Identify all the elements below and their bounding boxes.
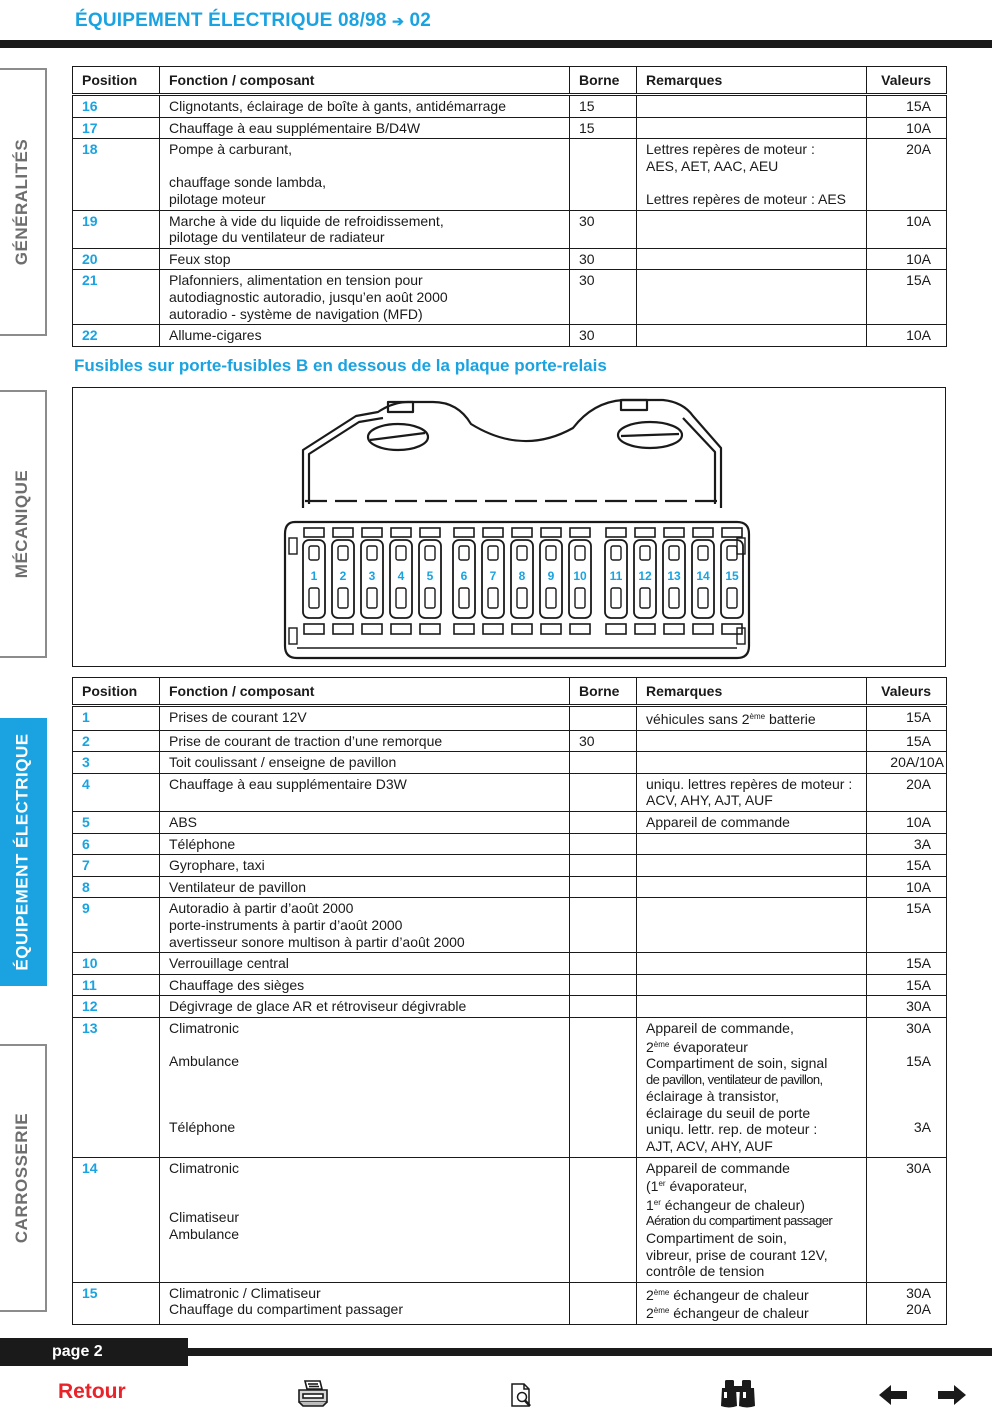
col-header-remarques: Remarques	[637, 678, 867, 706]
cell-valeurs: 10A	[867, 117, 947, 139]
fuse-number-label: 2	[339, 569, 347, 583]
fuse-blade	[698, 588, 708, 608]
fuse-top-terminal	[722, 528, 742, 537]
section-title: Fusibles sur porte-fusibles B en dessous de la plaque porte-relais	[74, 356, 607, 375]
cell-remarques	[637, 706, 867, 731]
cell-borne: 30	[570, 270, 637, 325]
remark-line: Compartiment de soin, signal	[646, 1055, 828, 1072]
cell-remarques	[637, 855, 867, 877]
cell-remarques	[637, 833, 867, 855]
cell-borne	[570, 974, 637, 996]
fuse-block-clip	[289, 628, 297, 644]
cell-fonction: Climatronic / Climatiseur Chauffage du compartiment passager	[160, 1282, 570, 1324]
cell-valeurs: 10A	[867, 811, 947, 833]
cell-remarques	[637, 752, 867, 774]
fuse-blade	[517, 588, 527, 608]
fuse-table-a	[72, 66, 947, 347]
fuse-bottom-terminal	[304, 624, 324, 634]
fuse-blade	[727, 546, 737, 560]
cell-remarques	[637, 325, 867, 347]
table-header-row	[73, 678, 947, 706]
cell-borne: 30	[570, 325, 637, 347]
search-button[interactable]	[718, 1378, 758, 1410]
cell-fonction: Prise de courant de traction d’une remorque	[160, 730, 570, 752]
cell-position: 10	[73, 953, 160, 975]
cell-remarques	[637, 730, 867, 752]
cell-valeurs: 15A	[867, 95, 947, 118]
fuse-bottom-terminal	[483, 624, 503, 634]
cell-borne: 30	[570, 730, 637, 752]
remark-text: batterie	[765, 711, 816, 727]
fuse-blade	[396, 588, 406, 608]
fuse-number-label: 1	[310, 569, 318, 583]
cell-fonction: Allume-cigares	[160, 325, 570, 347]
fuse-bottom-terminal	[693, 624, 713, 634]
cell-borne	[570, 139, 637, 210]
sidebar-tab-label: GÉNÉRALITÉS	[12, 138, 32, 266]
cell-fonction: ABS	[160, 811, 570, 833]
cell-borne	[570, 1017, 637, 1157]
cell-fonction: Dégivrage de glace AR et rétroviseur dégivrable	[160, 996, 570, 1018]
cell-valeurs: 15A	[867, 974, 947, 996]
cell-remarques	[637, 996, 867, 1018]
col-header-borne: Borne	[570, 67, 637, 95]
fuse-blade	[338, 546, 348, 560]
col-header-fonction: Fonction / composant	[160, 678, 570, 706]
cell-borne	[570, 773, 637, 811]
cell-remarques	[637, 1157, 867, 1282]
table-row	[73, 833, 947, 855]
cell-valeurs: 15A	[867, 898, 947, 953]
cell-fonction: Chauffage des sièges	[160, 974, 570, 996]
fuse-block-clip	[289, 538, 297, 554]
remark-line: Compartiment de soin,	[646, 1230, 787, 1247]
table-row	[73, 325, 947, 347]
fuse-blade	[367, 546, 377, 560]
fuse-blade	[396, 546, 406, 560]
table-header-row	[73, 67, 947, 95]
arrow-right-small-icon: ➔	[392, 13, 405, 29]
table-row	[73, 974, 947, 996]
fuse-blade	[546, 588, 556, 608]
table-row	[73, 706, 947, 731]
table-row	[73, 95, 947, 118]
remark-text: 2	[646, 1038, 654, 1055]
cell-borne: 15	[570, 95, 637, 118]
table-row	[73, 730, 947, 752]
cell-remarques	[637, 876, 867, 898]
table-row	[73, 773, 947, 811]
table-row	[73, 270, 947, 325]
fuse-blade	[425, 588, 435, 608]
fuse-blade	[488, 546, 498, 560]
remark-superscript: ème	[653, 1306, 670, 1316]
fuse-top-terminal	[606, 528, 626, 537]
cell-position: 5	[73, 811, 160, 833]
remark-superscript: ème	[749, 712, 766, 721]
remark-superscript: ème	[653, 1287, 670, 1297]
fuse-top-terminal	[693, 528, 713, 537]
cell-valeurs: 30A	[867, 996, 947, 1018]
fuse-top-terminal	[635, 528, 655, 537]
remark-line: Aération du compartiment passager	[646, 1213, 833, 1229]
cell-fonction: Ventilateur de pavillon	[160, 876, 570, 898]
col-header-remarques: Remarques	[637, 67, 867, 95]
cell-borne	[570, 752, 637, 774]
cell-valeurs: 10A	[867, 876, 947, 898]
fuse-bottom-terminal	[664, 624, 684, 634]
remark-line: Appareil de commande	[646, 1159, 790, 1176]
cell-borne	[570, 898, 637, 953]
cell-position: 22	[73, 325, 160, 347]
fuse-number-label: 7	[489, 569, 497, 583]
fuse-table-b	[72, 677, 947, 1325]
fuse-top-terminal	[333, 528, 353, 537]
cell-position: 4	[73, 773, 160, 811]
cell-position: 17	[73, 117, 160, 139]
fuse-number-label: 9	[547, 569, 555, 583]
cell-position: 18	[73, 139, 160, 210]
cell-position: 1	[73, 706, 160, 731]
remark-line	[646, 1176, 864, 1195]
print-button[interactable]	[296, 1378, 330, 1408]
fuse-top-terminal	[420, 528, 440, 537]
cell-borne	[570, 953, 637, 975]
cell-valeurs: 3A	[867, 833, 947, 855]
cell-position: 3	[73, 752, 160, 774]
remark-line: de pavillon, ventilateur de pavillon,	[646, 1071, 823, 1087]
remark-line	[646, 1195, 864, 1214]
fuse-top-terminal	[362, 528, 382, 537]
cell-position: 12	[73, 996, 160, 1018]
remark-superscript: er	[653, 1197, 661, 1207]
table-row	[73, 248, 947, 270]
fuse-blade	[309, 588, 319, 608]
fuse-blade	[575, 588, 585, 608]
remark-text: 1	[646, 1196, 654, 1213]
arrow-left-icon	[878, 1384, 908, 1406]
fuse-bottom-terminal	[722, 624, 742, 634]
cell-borne: 30	[570, 210, 637, 248]
fuse-holder-diagram	[72, 387, 946, 667]
binoculars-icon	[718, 1378, 758, 1410]
fuse-blade	[546, 546, 556, 560]
sidebar-tab-label: ÉQUIPEMENT ÉLECTRIQUE	[12, 733, 32, 971]
fuse-number-label: 4	[397, 569, 405, 583]
cell-remarques	[637, 117, 867, 139]
cell-valeurs: 10A	[867, 248, 947, 270]
fuse-number-label: 6	[460, 569, 468, 583]
cell-remarques: Lettres repères de moteur : AES, AET, AAC, AEU Lettres repères de moteur : AES	[637, 139, 867, 210]
fuse-blade	[611, 588, 621, 608]
cell-valeurs: 30A	[867, 1157, 947, 1282]
fuse-blade	[338, 588, 348, 608]
fuse-blade	[517, 546, 527, 560]
cell-valeurs: 15A	[867, 730, 947, 752]
fuse-number-label: 15	[725, 569, 739, 583]
fuse-number-label: 12	[638, 569, 652, 583]
cell-position: 2	[73, 730, 160, 752]
cell-fonction: Téléphone	[160, 833, 570, 855]
col-header-position: Position	[73, 678, 160, 706]
fuse-block-clip	[737, 628, 745, 644]
cell-remarques: uniqu. lettres repères de moteur : ACV, AHY, AJT, AUF	[637, 773, 867, 811]
fuse-top-terminal	[512, 528, 532, 537]
cell-remarques	[637, 898, 867, 953]
page-number-tab: page 2	[0, 1338, 188, 1366]
cell-valeurs: 30A 20A	[867, 1282, 947, 1324]
fuse-bottom-terminal	[606, 624, 626, 634]
remark-text: 2	[646, 1305, 654, 1322]
cell-fonction: Clignotants, éclairage de boîte à gants, antidémarrage	[160, 95, 570, 118]
remark-superscript: ème	[653, 1039, 670, 1049]
fuse-bottom-terminal	[420, 624, 440, 634]
cell-remarques	[637, 1017, 867, 1157]
sidebar-tab-label: MÉCANIQUE	[12, 469, 32, 579]
cell-position: 16	[73, 95, 160, 118]
fuse-bottom-terminal	[391, 624, 411, 634]
printer-icon	[296, 1378, 330, 1408]
cell-position: 21	[73, 270, 160, 325]
fuse-bottom-terminal	[570, 624, 590, 634]
arrow-right-icon	[937, 1384, 967, 1406]
table-row	[73, 139, 947, 210]
fuse-top-terminal	[454, 528, 474, 537]
fuse-top-terminal	[541, 528, 561, 537]
page-title-year: 02	[409, 10, 432, 31]
cell-valeurs: 20A/10A	[867, 752, 947, 774]
cell-fonction: Marche à vide du liquide de refroidissement, pilotage du ventilateur de radiateur	[160, 210, 570, 248]
cell-valeurs: 20A	[867, 773, 947, 811]
fuse-number-label: 5	[426, 569, 434, 583]
remark-text: échangeur de chaleur	[669, 1305, 809, 1322]
cell-valeurs: 15A	[867, 706, 947, 731]
cell-valeurs: 30A 15A 3A	[867, 1017, 947, 1157]
remark-superscript: er	[658, 1179, 666, 1189]
cell-fonction: Climatronic Ambulance Téléphone	[160, 1017, 570, 1157]
table-row	[73, 210, 947, 248]
sidebar-tab-equipement-electrique[interactable]	[0, 718, 47, 986]
fuse-top-terminal	[664, 528, 684, 537]
table-row	[73, 752, 947, 774]
fuse-bottom-terminal	[454, 624, 474, 634]
fuse-number-label: 14	[696, 569, 710, 583]
zoom-page-button[interactable]	[508, 1382, 536, 1410]
fuse-top-terminal	[304, 528, 324, 537]
zoom-page-icon	[508, 1382, 536, 1410]
fuse-number-label: 10	[573, 569, 587, 583]
table-row	[73, 1017, 947, 1157]
cell-fonction: Plafonniers, alimentation en tension pour autodiagnostic autoradio, jusqu’en août 2000 autoradio - système de navigation (MFD)	[160, 270, 570, 325]
remark-line: uniqu. lettr. rep. de moteur :	[646, 1121, 818, 1138]
fuse-number-label: 3	[368, 569, 376, 583]
remark-text: véhicules sans 2	[646, 711, 750, 727]
cell-position: 6	[73, 833, 160, 855]
sidebar-tab-generalites[interactable]	[0, 68, 47, 336]
fuse-number-label: 11	[609, 569, 623, 583]
header-rule	[0, 40, 992, 48]
fuse-blade	[488, 588, 498, 608]
col-header-position: Position	[73, 67, 160, 95]
remark-line	[646, 1037, 864, 1056]
col-header-fonction: Fonction / composant	[160, 67, 570, 95]
remark-text: échangeur de chaleur)	[660, 1196, 805, 1213]
cell-valeurs: 20A	[867, 139, 947, 210]
cell-remarques	[637, 974, 867, 996]
cell-position: 8	[73, 876, 160, 898]
fuse-blade	[669, 588, 679, 608]
cell-remarques: Appareil de commande	[637, 811, 867, 833]
cell-borne	[570, 833, 637, 855]
cell-remarques	[637, 248, 867, 270]
fuse-blade	[727, 588, 737, 608]
cell-valeurs: 15A	[867, 855, 947, 877]
cell-fonction: Feux stop	[160, 248, 570, 270]
cell-fonction: Chauffage à eau supplémentaire D3W	[160, 773, 570, 811]
cell-position: 13	[73, 1017, 160, 1157]
cell-borne	[570, 996, 637, 1018]
remark-line: vibreur, prise de courant 12V,	[646, 1246, 828, 1263]
table-row	[73, 811, 947, 833]
sidebar-tab-mecanique[interactable]	[0, 390, 47, 658]
fuse-blade	[459, 546, 469, 560]
cell-remarques	[637, 1282, 867, 1324]
remark-line	[646, 1285, 857, 1304]
fuse-blade	[611, 546, 621, 560]
remark-line: éclairage à transistor,	[646, 1088, 780, 1105]
fuse-top-terminal	[570, 528, 590, 537]
fuse-blade	[640, 588, 650, 608]
table-row	[73, 1157, 947, 1282]
cell-valeurs: 15A	[867, 270, 947, 325]
remark-text: 2	[646, 1286, 654, 1303]
sidebar-tab-label: CARROSSERIE	[12, 1112, 32, 1244]
remark-line: AJT, ACV, AHY, AUF	[646, 1138, 773, 1155]
cell-borne	[570, 706, 637, 731]
remark-line: Appareil de commande,	[646, 1019, 794, 1036]
cell-borne	[570, 1282, 637, 1324]
fuse-bottom-terminal	[635, 624, 655, 634]
fuse-bottom-terminal	[362, 624, 382, 634]
fuse-blade	[459, 588, 469, 608]
cell-position: 14	[73, 1157, 160, 1282]
cell-fonction: Pompe à carburant, chauffage sonde lambda, pilotage moteur	[160, 139, 570, 210]
cell-borne	[570, 876, 637, 898]
fuse-number-label: 13	[667, 569, 681, 583]
page-title-text: ÉQUIPEMENT ÉLECTRIQUE 08/98	[75, 10, 387, 31]
fuse-blade	[640, 546, 650, 560]
table-row	[73, 855, 947, 877]
fuse-blade	[698, 546, 708, 560]
cell-valeurs: 10A	[867, 210, 947, 248]
cell-borne	[570, 855, 637, 877]
cell-remarques	[637, 95, 867, 118]
cell-fonction: Verrouillage central	[160, 953, 570, 975]
table-row	[73, 996, 947, 1018]
cell-remarques	[637, 210, 867, 248]
fuse-blade	[575, 546, 585, 560]
cell-remarques	[637, 953, 867, 975]
fuse-blade	[309, 546, 319, 560]
cell-position: 11	[73, 974, 160, 996]
cell-fonction: Prises de courant 12V	[160, 706, 570, 731]
fuse-holder-drawing	[73, 388, 944, 665]
cell-fonction: Toit coulissant / enseigne de pavillon	[160, 752, 570, 774]
cell-position: 19	[73, 210, 160, 248]
cell-position: 9	[73, 898, 160, 953]
fuse-top-terminal	[483, 528, 503, 537]
cell-valeurs: 10A	[867, 325, 947, 347]
sidebar-tab-carrosserie[interactable]	[0, 1044, 47, 1312]
remark-line: contrôle de tension	[646, 1263, 765, 1280]
fuse-blade	[367, 588, 377, 608]
page-title	[75, 10, 431, 32]
remark-text: évaporateur,	[665, 1178, 748, 1195]
fuse-top-terminal	[391, 528, 411, 537]
retour-button[interactable]: Retour	[58, 1380, 126, 1403]
fuse-number-label: 8	[518, 569, 526, 583]
cell-position: 20	[73, 248, 160, 270]
cell-fonction: Gyrophare, taxi	[160, 855, 570, 877]
cell-fonction: Chauffage à eau supplémentaire B/D4W	[160, 117, 570, 139]
remark-text: (1	[646, 1178, 659, 1195]
table-row	[73, 953, 947, 975]
table-row	[73, 1282, 947, 1324]
cell-borne: 30	[570, 248, 637, 270]
remark-line	[646, 1303, 857, 1322]
cell-borne: 15	[570, 117, 637, 139]
next-page-button[interactable]	[937, 1384, 967, 1406]
cell-fonction: Autoradio à partir d’août 2000 porte-instruments à partir d’août 2000 avertisseur sonore multison à partir d’août 2000	[160, 898, 570, 953]
cell-remarques	[637, 270, 867, 325]
fuse-blade	[669, 546, 679, 560]
cell-fonction: Climatronic Climatiseur Ambulance	[160, 1157, 570, 1282]
cell-borne	[570, 811, 637, 833]
table-row	[73, 898, 947, 953]
remark-text: échangeur de chaleur	[669, 1286, 809, 1303]
remark-line: éclairage du seuil de porte	[646, 1104, 811, 1121]
col-header-valeurs: Valeurs	[867, 67, 947, 95]
cell-borne	[570, 1157, 637, 1282]
fuse-bottom-terminal	[512, 624, 532, 634]
fuse-bottom-terminal	[333, 624, 353, 634]
cell-valeurs: 15A	[867, 953, 947, 975]
col-header-borne: Borne	[570, 678, 637, 706]
table-row	[73, 117, 947, 139]
previous-page-button[interactable]	[878, 1384, 908, 1406]
remark-text: évaporateur	[669, 1038, 748, 1055]
footer-rule	[188, 1348, 992, 1356]
col-header-valeurs: Valeurs	[867, 678, 947, 706]
fuse-bottom-terminal	[541, 624, 561, 634]
cell-position: 15	[73, 1282, 160, 1324]
fuse-blade	[425, 546, 435, 560]
table-row	[73, 876, 947, 898]
cell-position: 7	[73, 855, 160, 877]
